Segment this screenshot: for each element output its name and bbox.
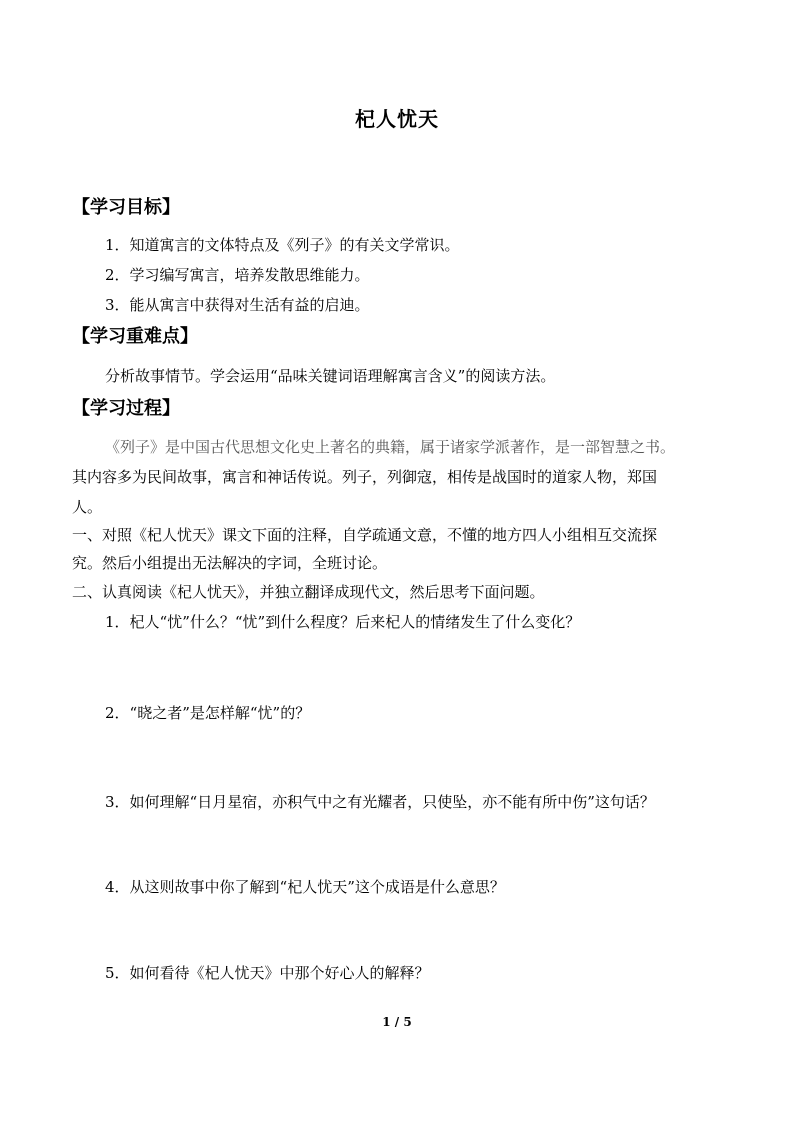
step-one-line: 一、对照《杞人忧天》课文下面的注释，自学疏通文意，不懂的地方四人小组相互交流探 — [72, 526, 658, 544]
objective-item: 2．学习编写寓言，培养发散思维能力。 — [105, 266, 370, 284]
step-one-line: 究。然后小组提出无法解决的字词，全班讨论。 — [72, 554, 388, 572]
section-heading-objectives: 【学习目标】 — [72, 197, 180, 218]
intro-line: 其内容多为民间故事，寓言和神话传说。列子，列御寇，相传是战国时的道家人物，郑国 — [72, 468, 658, 486]
page-title: 杞人忧天 — [355, 107, 439, 131]
question-item: 2．“晓之者”是怎样解“忧”的？ — [105, 704, 311, 722]
question-item: 5．如何看待《杞人忧天》中那个好心人的解释？ — [105, 964, 430, 982]
key-points-text: 分析故事情节。学会运用“品味关键词语理解寓言含义”的阅读方法。 — [105, 367, 556, 385]
question-item: 4．从这则故事中你了解到“杞人忧天”这个成语是什么意思？ — [105, 878, 505, 896]
question-item: 3．如何理解“日月星宿，亦积气中之有光耀者，只使坠，亦不能有所中伤”这句话？ — [105, 793, 655, 811]
question-item: 1．杞人“忧”什么？“忧”到什么程度？后来杞人的情绪发生了什么变化？ — [105, 613, 581, 631]
objective-item: 1．知道寓言的文体特点及《列子》的有关文学常识。 — [105, 236, 460, 254]
section-heading-key-points: 【学习重难点】 — [72, 326, 198, 347]
step-two-line: 二、认真阅读《杞人忧天》，并独立翻译成现代文，然后思考下面问题。 — [72, 583, 545, 601]
objective-item: 3．能从寓言中获得对生活有益的启迪。 — [105, 296, 370, 314]
section-heading-process: 【学习过程】 — [72, 398, 180, 419]
intro-line: 《列子》是中国古代思想文化史上著名的典籍，属于诸家学派著作，是一部智慧之书。 — [105, 438, 676, 456]
page-number: 1 / 5 — [382, 1015, 412, 1029]
intro-line: 人。 — [72, 498, 103, 516]
